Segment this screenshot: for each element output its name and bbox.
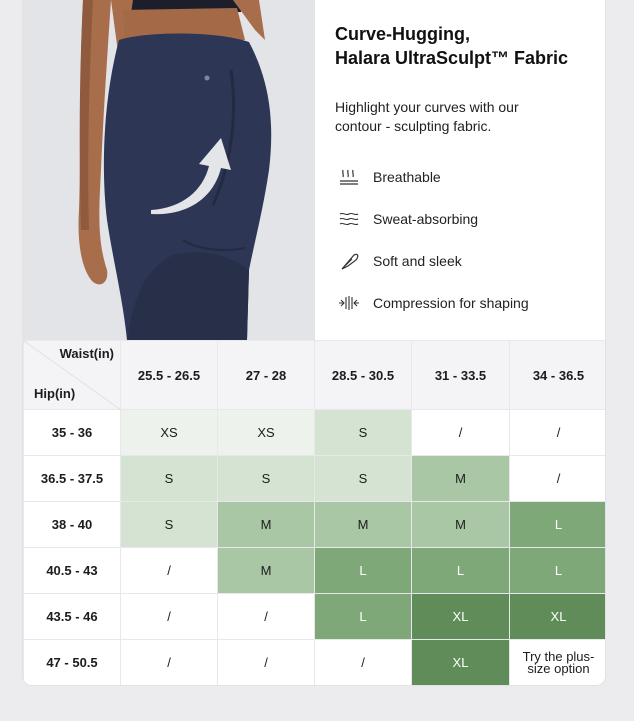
size-cell: S [121, 456, 218, 502]
waist-header: 27 - 28 [218, 341, 315, 410]
size-cell: / [218, 640, 315, 686]
size-cell: XS [218, 410, 315, 456]
feature-breathable [335, 156, 606, 198]
sweat-absorbing-icon [335, 209, 363, 229]
feature-sweat-absorbing [335, 198, 606, 240]
size-cell: S [121, 502, 218, 548]
hip-label: Hip(in) [34, 386, 76, 401]
feature-list [335, 156, 606, 324]
size-cell: XS [121, 410, 218, 456]
size-cell: M [315, 502, 412, 548]
size-cell: XL [510, 594, 607, 640]
size-cell: XL [412, 594, 510, 640]
table-row [24, 456, 607, 502]
size-cell: L [510, 502, 607, 548]
waist-header: 34 - 36.5 [510, 341, 607, 410]
table-row [24, 548, 607, 594]
product-subtitle: Highlight your curves with our contour - sculpting fabric. [335, 99, 519, 134]
size-cell: L [315, 594, 412, 640]
hip-range-cell: 38 - 40 [24, 502, 121, 548]
size-cell: M [412, 502, 510, 548]
breathable-icon [335, 167, 363, 187]
waist-header: 28.5 - 30.5 [315, 341, 412, 410]
feature-compression [335, 282, 606, 324]
size-chart-table [23, 340, 606, 686]
feature-soft-sleek [335, 240, 606, 282]
compression-icon [335, 293, 363, 313]
size-cell: / [412, 410, 510, 456]
waist-label: Waist(in) [59, 346, 114, 361]
table-row [24, 594, 607, 640]
feature-label: Soft and sleek [373, 253, 462, 269]
size-cell: M [218, 502, 315, 548]
product-title [335, 22, 605, 70]
hip-range-cell: 36.5 - 37.5 [24, 456, 121, 502]
hip-range-cell: 40.5 - 43 [24, 548, 121, 594]
hip-range-cell: 35 - 36 [24, 410, 121, 456]
size-cell: M [412, 456, 510, 502]
size-cell: L [510, 548, 607, 594]
product-info-card [22, 0, 606, 686]
size-cell: S [218, 456, 315, 502]
size-cell: / [121, 548, 218, 594]
waist-header: 25.5 - 26.5 [121, 341, 218, 410]
waist-header: 31 - 33.5 [412, 341, 510, 410]
title-line-1: Curve-Hugging, [335, 24, 470, 44]
product-photo [23, 0, 315, 340]
table-row [24, 640, 607, 686]
size-cell: / [315, 640, 412, 686]
table-header-row [24, 341, 607, 410]
size-cell: S [315, 410, 412, 456]
size-cell: XL [412, 640, 510, 686]
table-row [24, 410, 607, 456]
size-cell: / [218, 594, 315, 640]
leggings-model-image [23, 0, 315, 340]
hip-range-cell: 47 - 50.5 [24, 640, 121, 686]
size-cell: M [218, 548, 315, 594]
size-cell: L [412, 548, 510, 594]
size-cell: / [121, 594, 218, 640]
feature-label: Compression for shaping [373, 295, 529, 311]
title-line-2: Halara UltraSculpt™ Fabric [335, 48, 569, 68]
size-cell: Try the plus-size option [510, 640, 607, 686]
hero-section [23, 0, 606, 340]
size-cell: S [315, 456, 412, 502]
size-cell: L [315, 548, 412, 594]
table-row [24, 502, 607, 548]
size-cell: / [510, 410, 607, 456]
corner-header [24, 341, 121, 410]
size-cell: / [510, 456, 607, 502]
feature-label: Breathable [373, 169, 441, 185]
feather-icon [335, 251, 363, 271]
hip-range-cell: 43.5 - 46 [24, 594, 121, 640]
feature-label: Sweat-absorbing [373, 211, 479, 227]
size-cell: / [121, 640, 218, 686]
product-description [315, 0, 606, 340]
